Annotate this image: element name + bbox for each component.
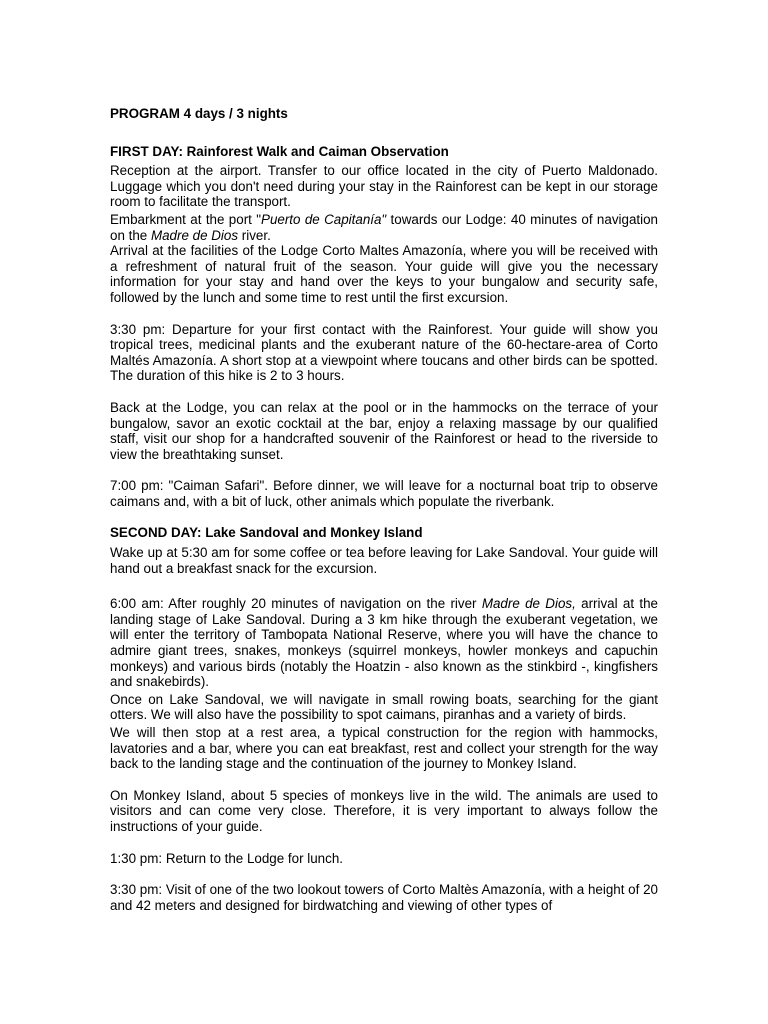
port-name: Puerto de Capitanía": [261, 211, 387, 227]
day2-paragraph-lake-sandoval: Once on Lake Sandoval, we will navigate in small rowing boats, searching for the giant otters. We will also have the possibility to spot caimans, piranhas and a variety of birds.: [110, 691, 658, 723]
day2-paragraph-navigation: [110, 596, 658, 690]
day1-paragraph-arrival: Arrival at the facilities of the Lodge Corto Maltes Amazonía, where you will be received with a refreshment of natural fruit of the season. Your guide will give you the necessary information for your stay and hand over the keys to your bungalow and security safe, followed by the lunch and some time to rest until the first excursion.: [110, 243, 658, 305]
program-title: PROGRAM 4 days / 3 nights: [110, 106, 288, 121]
day2-paragraph-wakeup: Wake up at 5:30 am for some coffee or tea before leaving for Lake Sandoval. Your guide will hand out a breakfast snack for the excursion.: [110, 545, 658, 576]
day1-heading: FIRST DAY: Rainforest Walk and Caiman Observation: [110, 143, 449, 159]
river-name: Madre de Dios: [150, 227, 239, 243]
day2-heading: SECOND DAY: Lake Sandoval and Monkey Island: [110, 525, 423, 541]
text-run: 6:00 am: After roughly 20 minutes of navigation on the river: [110, 596, 482, 612]
text-run: Embarkment at the port ": [110, 211, 262, 227]
day2-paragraph-rest-area: We will then stop at a rest area, a typical construction for the region with hammocks, lavatories and a bar, where you can eat breakfast, rest and collect your strength for the way back to the landing stage and the continuation of the journey to Monkey Island.: [110, 725, 658, 772]
day1-paragraph-lodge: Back at the Lodge, you can relax at the pool or in the hammocks on the terrace of your bungalow, savor an exotic cocktail at the bar, enjoy a relaxing massage by our qualified staff, visit our shop for a handcrafted souvenir of the Rainforest or head to the riverside to view the breathtaking sunset.: [110, 399, 658, 462]
day1-paragraph-embarkment: [110, 212, 658, 243]
text-run: arrival at the landing stage of Lake Sandoval. During a 3 km hike through the exuberant vegetation, we will enter the territory of Tambopata National Reserve, where you will have the chance to admire giant trees, snakes, monkeys (squirrel monkeys, howler monkeys and capuchin monkeys) and various birds (notably the Hoatzin - also known as the stinkbird -, kingfishers and snakebirds).: [110, 596, 658, 690]
text-run: river.: [238, 227, 271, 243]
day1-paragraph-caiman-safari: 7:00 pm: "Caiman Safari". Before dinner, we will leave for a nocturnal boat trip to observe caimans and, with a bit of luck, other animals which populate the riverbank.: [110, 478, 658, 509]
day2-paragraph-lunch: 1:30 pm: Return to the Lodge for lunch.: [110, 850, 343, 866]
day2-paragraph-monkey-island: On Monkey Island, about 5 species of monkeys live in the wild. The animals are used to visitors and can come very close. Therefore, it is very important to always follow the instructions of your guide.: [110, 787, 658, 834]
document-body: [110, 106, 658, 913]
day2-paragraph-lookout-towers: 3:30 pm: Visit of one of the two lookout towers of Corto Maltès Amazonía, with a height of 20 and 42 meters and designed for birdwatching and viewing of other types of: [110, 882, 658, 913]
day1-paragraph-reception: Reception at the airport. Transfer to our office located in the city of Puerto Maldonado. Luggage which you don't need during your stay in the Rainforest can be kept in our storage room to facilitate the transport.: [110, 163, 658, 210]
day1-paragraph-departure: 3:30 pm: Departure for your first contact with the Rainforest. Your guide will show you tropical trees, medicinal plants and the exuberant nature of the 60-hectare-area of Corto Maltés Amazonía. A short stop at a viewpoint where toucans and other birds can be spotted. The duration of this hike is 2 to 3 hours.: [110, 321, 658, 384]
river-name: Madre de Dios,: [481, 596, 576, 612]
text-run: towards our Lodge: 40 minutes of navigation on the: [110, 211, 658, 243]
